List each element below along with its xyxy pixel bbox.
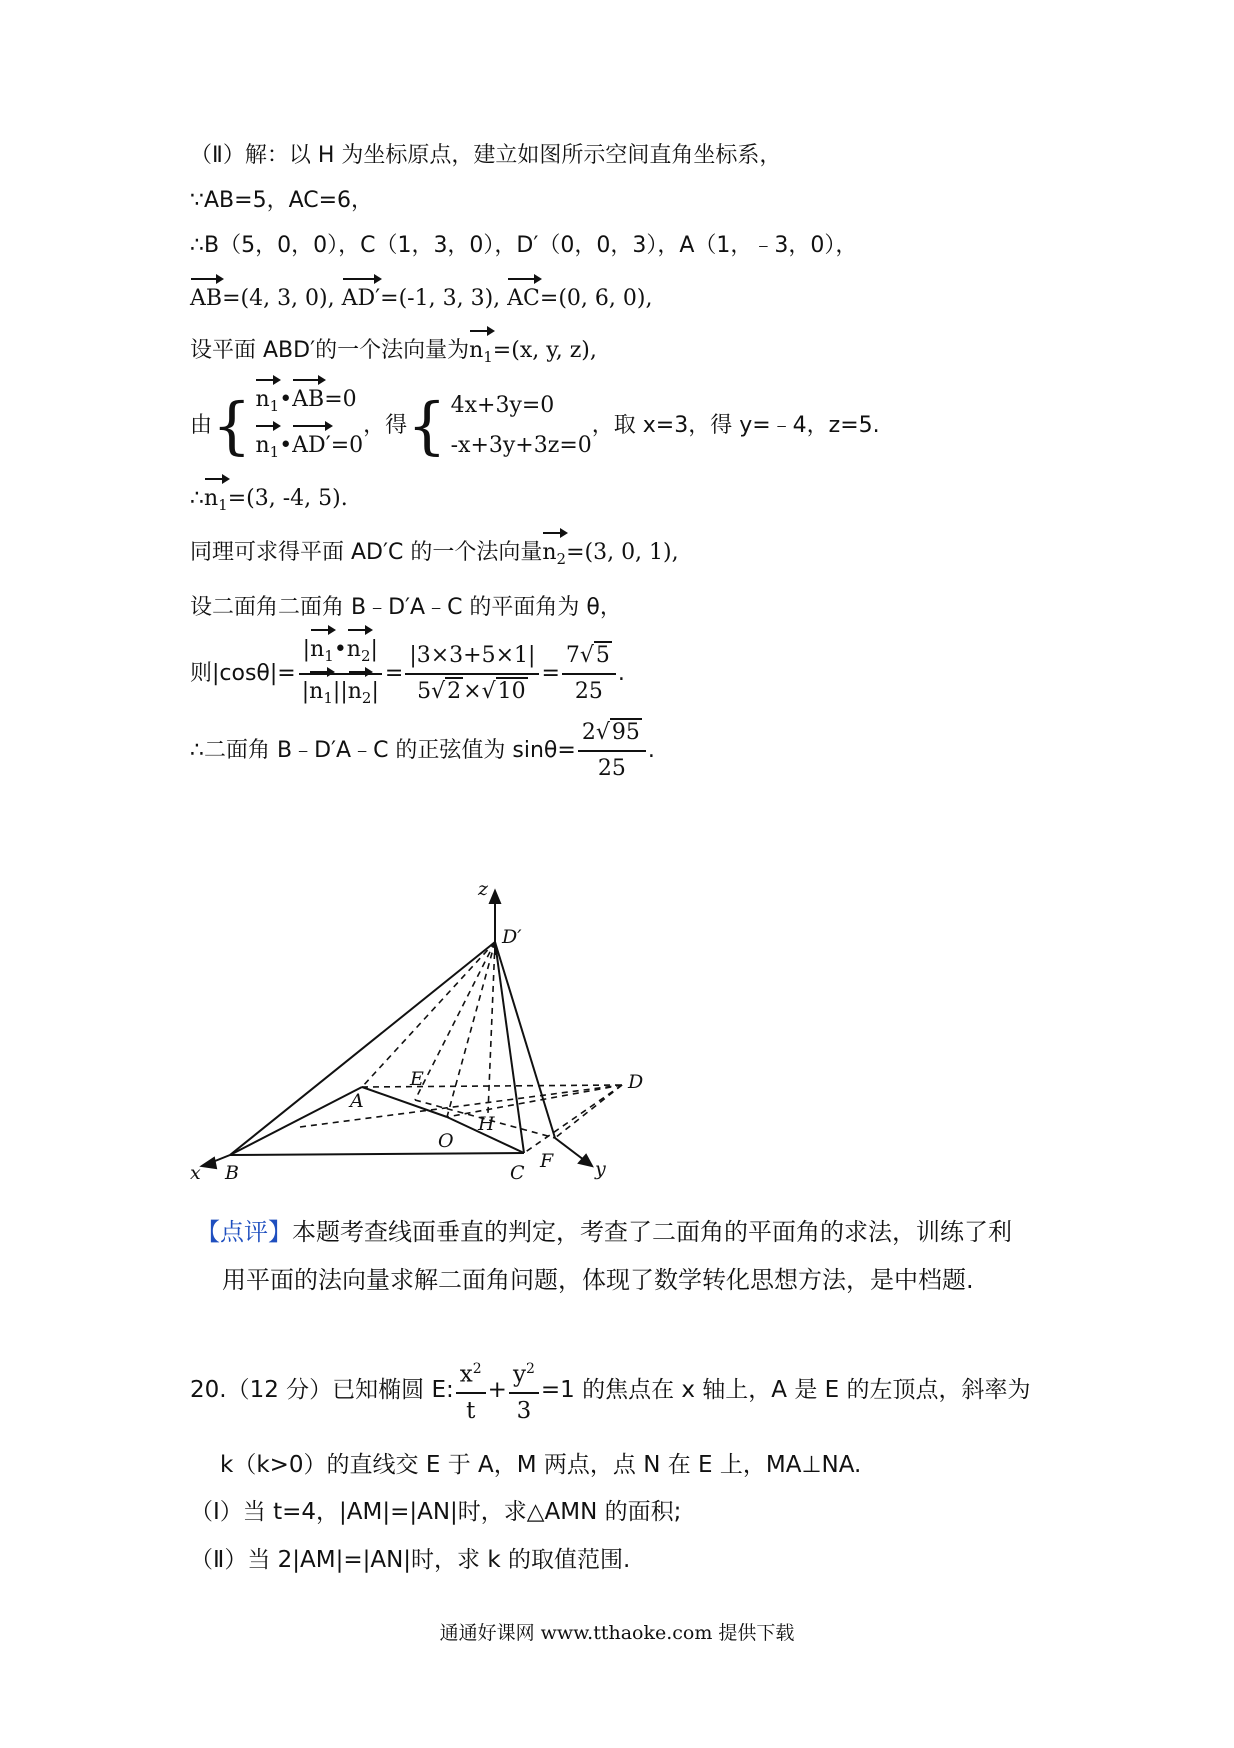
cos-fraction: $\frac{|n_1•n_2|}{|n_1||n_2|}$ — [298, 635, 383, 713]
y-axis — [555, 1138, 584, 1160]
edge-dprime-c — [495, 942, 524, 1153]
solution-line-n1: $\therefore n_1=(3$, -4, 5). — [190, 484, 348, 520]
cos-fraction-values: $\frac{|3\times 3+5\times 1|}{5√2\times√10}$ — [405, 641, 539, 707]
system-left: { $n_1•AB=0$ $n_1•AD'=0$ — [212, 385, 363, 467]
solution-line-normal: 设平面 ABD′的一个法向量为$n_1=(x$, y, z), — [190, 336, 597, 372]
label-x: x — [190, 1162, 201, 1184]
edge-a-d — [362, 1085, 622, 1087]
solution-line-3: ∴B（5，0，0），C（1，3，0），D′（0，0，3），A（1，﹣3，0）， — [190, 233, 858, 258]
label-c: C — [510, 1162, 525, 1184]
label-d: D — [628, 1071, 644, 1093]
system-right: { 4x+3y=0 -x+3y+3z=0 — [407, 389, 592, 462]
page-footer: 通通好课网 www.tthaoke.com 提供下载 — [439, 1622, 795, 1644]
label-h: H — [478, 1113, 495, 1135]
problem-part-1: （Ⅰ）当 t=4，|AM|=|AN|时，求△AMN 的面积; — [190, 1499, 682, 1525]
label-d-prime: D′ — [502, 926, 522, 948]
geometry-figure — [180, 875, 680, 1190]
problem-part-2: （Ⅱ）当 2|AM|=|AN|时，求 k 的取值范围. — [190, 1547, 631, 1573]
label-e: E — [410, 1068, 424, 1090]
label-y: y — [595, 1158, 606, 1180]
vector-ab: AB — [190, 284, 222, 314]
solution-line-2: ∵AB=5，AC=6， — [190, 188, 374, 213]
x-axis-arrow — [202, 1158, 216, 1168]
solution-line-n2: 同理可求得平面 AD′C 的一个法向量$n_2=(3$, 0, 1), — [190, 538, 679, 574]
edge-dprime-h — [488, 942, 495, 1113]
label-b: B — [225, 1162, 239, 1184]
vector-ad: AD′ — [342, 284, 381, 314]
label-z: z — [478, 878, 489, 900]
edge-b-d — [300, 1085, 622, 1127]
edge-dprime-a — [362, 942, 495, 1087]
edge-dprime-b — [230, 942, 495, 1155]
edge-d-o — [447, 1085, 622, 1117]
solution-line-1: （Ⅱ）解：以 H 为坐标原点，建立如图所示空间直角坐标系， — [190, 143, 782, 168]
problem-line-1: 20.（12 分）已知椭圆 E: $\frac{x^2}{t}$ + $\frac{y^2}{3}$ =1 的焦点在 x 轴上，A 是 E 的左顶点，斜率为 — [190, 1358, 1031, 1422]
solution-line-vectors: AB=(4, 3, 0), AD′=(-1, 3, 3), AC=(0, 6, 0), — [190, 284, 652, 314]
comment-tag: 【点评】 — [196, 1218, 292, 1246]
solution-line-cos: 则|cosθ|= $\frac{|n_1•n_2|}{|n_1||n_2|}$ = $\frac{|3\times 3+5\times 1|}{5√2\times√10}$ = $\frac{7√5}{25}$ . — [190, 638, 625, 710]
solution-line-sin: ∴二面角 B﹣D′A﹣C 的正弦值为 sinθ= $\frac{2√95}{25}$ . — [190, 720, 655, 782]
label-f: F — [540, 1150, 554, 1172]
vector-ac: AC — [507, 284, 540, 314]
edge-b-c — [230, 1153, 524, 1155]
solution-line-angle: 设二面角二面角 B﹣D′A﹣C 的平面角为 θ， — [190, 595, 622, 620]
ellipse-fraction-y: $\frac{y^2}{3}$ — [509, 1354, 539, 1426]
edge-a-o — [362, 1087, 447, 1117]
comment-text-1: 本题考查线面垂直的判定，考查了二面角的平面角的求法，训练了利 — [292, 1218, 1012, 1246]
problem-line-2: k（k>0）的直线交 E 于 A，M 两点，点 N 在 E 上，MA⊥NA. — [220, 1452, 862, 1478]
comment-block — [196, 1208, 1056, 1304]
edge-d-c — [524, 1085, 622, 1153]
label-a: A — [350, 1090, 364, 1112]
ellipse-fraction-x: $\frac{x^2}{t}$ — [456, 1354, 486, 1426]
sin-fraction: $\frac{2√95}{25}$ — [578, 718, 646, 784]
solution-system: 由 { $n_1•AB=0$ $n_1•AD'=0$ ，得 { 4x+3y=0 -x+3y+3z=0 ，取 x=3，得 y=﹣4，z=5. — [190, 388, 880, 464]
z-axis-arrow — [490, 891, 500, 903]
comment-text-2: 用平面的法向量求解二面角问题，体现了数学转化思想方法，是中档题. — [222, 1266, 974, 1294]
edge-dprime-f — [495, 942, 555, 1138]
edge-b-a — [230, 1087, 362, 1155]
cos-fraction-result: $\frac{7√5}{25}$ — [562, 641, 616, 707]
edge-dprime-e — [415, 942, 495, 1100]
label-o: O — [438, 1130, 454, 1152]
